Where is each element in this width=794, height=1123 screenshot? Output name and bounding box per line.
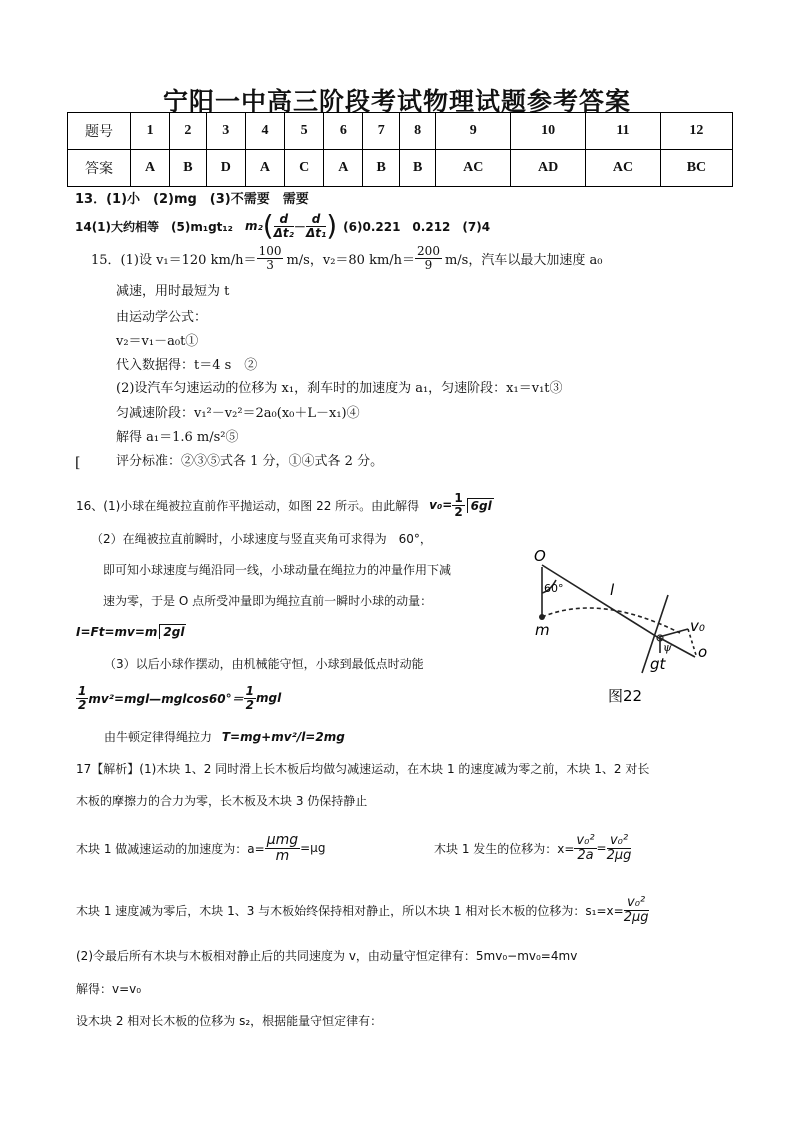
q15-fraction-1 bbox=[257, 245, 284, 271]
q17-accel-fraction bbox=[265, 833, 300, 863]
fraction-denominator: 2 bbox=[454, 504, 463, 519]
fraction-denominator: Δt₂ bbox=[273, 225, 294, 240]
label-O: O bbox=[534, 547, 546, 565]
fraction-numerator: d bbox=[274, 213, 294, 227]
answer-table-answer-row bbox=[68, 150, 733, 187]
fraction-denominator: Δt₁ bbox=[305, 225, 327, 240]
page-title: 宁阳一中高三阶段考试物理试题参考答案 bbox=[162, 87, 631, 116]
q14-fraction-1 bbox=[274, 213, 294, 239]
ball-initial bbox=[539, 614, 545, 620]
q15-line: (2)设汽车匀速运动的位移为 x₁，刹车时的加速度为 a₁，匀速阶段：x₁＝v₁t③ bbox=[116, 381, 563, 396]
fraction-denominator: 2μg bbox=[606, 847, 632, 863]
fraction-denominator: 2a bbox=[577, 847, 594, 863]
table-header-answer: 答案 bbox=[68, 150, 131, 187]
answer-cell: AC bbox=[586, 150, 661, 187]
q16-half-fraction bbox=[76, 685, 88, 711]
fraction-numerator: 200 bbox=[417, 243, 440, 258]
table-header-number: 题号 bbox=[68, 113, 131, 150]
q15-line-1 bbox=[91, 242, 602, 274]
q16-text: 16、(1)小球在绳被拉直前作平抛运动，如图 22 所示。由此解得 bbox=[76, 498, 420, 513]
figure-22 bbox=[520, 545, 720, 705]
q14-suffix: (6)0.221 0.212 (7)4 bbox=[343, 219, 491, 234]
q16-text: mgl bbox=[255, 691, 282, 705]
q14-m2: m₂ bbox=[244, 219, 263, 233]
fraction-numerator: 1 bbox=[245, 683, 254, 698]
q17-disp-fraction-2 bbox=[607, 834, 632, 862]
q16-v0: v₀= bbox=[429, 498, 453, 512]
label-angle: 60° bbox=[544, 582, 564, 595]
question-number: 3 bbox=[206, 113, 245, 150]
q16-tension-equation: T=mg+mv²/l=2mg bbox=[221, 730, 345, 744]
fraction-numerator: μmg bbox=[266, 831, 299, 848]
q14-paren-left: ( bbox=[262, 209, 274, 242]
rope-line bbox=[542, 565, 662, 640]
q15-text: m/s，汽车以最大加速度 a₀ bbox=[444, 252, 603, 268]
q17-line-1: 17【解析】(1)木块 1、2 同时滑上长木板后均做匀减速运动，在木块 1 的速度减为零之前，木块 1、2 对长 bbox=[76, 762, 650, 776]
figure-caption: 图22 bbox=[608, 687, 643, 705]
q16-half-fraction bbox=[244, 685, 256, 711]
label-psi: ψ bbox=[663, 641, 672, 654]
answer-cell: A bbox=[131, 150, 170, 187]
q16-text: I=Ft=mv=m bbox=[76, 624, 158, 639]
fraction-numerator: 1 bbox=[78, 683, 87, 698]
q16-half-fraction bbox=[452, 492, 464, 518]
question-number: 7 bbox=[363, 113, 399, 150]
q17-disp-fraction-1 bbox=[574, 834, 596, 862]
answer-cell: AD bbox=[511, 150, 586, 187]
q14-prefix: 14(1)大约相等 (5)m₁gt₁₂ bbox=[75, 219, 233, 234]
question-number: 10 bbox=[511, 113, 586, 150]
q16-line-2: （2）在绳被拉直前瞬时，小球速度与竖直夹角可求得为 60°， bbox=[91, 532, 432, 546]
q17-text: 木块 1 速度减为零后，木块 1、3 与木板始终保持相对静止，所以木块 1 相对长木板的位移为：s₁=x= bbox=[76, 903, 624, 918]
q15-text: m/s，v₂＝80 km/h＝ bbox=[286, 252, 416, 268]
fraction-denominator: 2 bbox=[245, 697, 254, 712]
question-number: 9 bbox=[436, 113, 511, 150]
q14-minus: － bbox=[293, 219, 306, 234]
q15-line: 评分标准：②③⑤式各 1 分，①④式各 2 分。 bbox=[116, 454, 384, 469]
question-number: 11 bbox=[586, 113, 661, 150]
q15-line: 由运动学公式： bbox=[116, 310, 208, 325]
q17-acceleration bbox=[76, 826, 325, 870]
q17-displacement bbox=[434, 826, 631, 870]
q16-line-1 bbox=[76, 487, 494, 523]
q17-relative-displacement bbox=[76, 888, 649, 932]
label-v0: v₀ bbox=[690, 617, 705, 635]
q17-last-line: 设木块 2 相对长木板的位移为 s₂，根据能量守恒定律有： bbox=[76, 1014, 383, 1028]
answer-cell: B bbox=[399, 150, 435, 187]
label-l: l bbox=[610, 581, 615, 599]
fraction-denominator: 9 bbox=[424, 257, 433, 272]
q16-text: 由牛顿定律得绳拉力 bbox=[104, 730, 213, 744]
q17-rel-fraction bbox=[624, 896, 649, 924]
q16-line-4: 速为零，于是 O 点所受冲量即为绳拉直前一瞬时小球的动量： bbox=[103, 594, 433, 608]
label-o: o bbox=[698, 643, 708, 661]
answer-cell: A bbox=[324, 150, 363, 187]
answer-cell: BC bbox=[660, 150, 732, 187]
question-number: 6 bbox=[324, 113, 363, 150]
q17-text: =μg bbox=[300, 841, 326, 855]
q17-solve: 解得：v=v₀ bbox=[76, 982, 142, 996]
fraction-denominator: 3 bbox=[266, 257, 274, 272]
q15-line: 代入数据得：t＝4 s ② bbox=[116, 358, 258, 373]
question-number: 2 bbox=[170, 113, 206, 150]
q15-line: 减速，用时最短为 t bbox=[116, 284, 230, 299]
q17-text: 木块 1 做减速运动的加速度为：a= bbox=[76, 841, 265, 856]
fraction-numerator: 1 bbox=[454, 490, 463, 505]
q15-line: 匀减速阶段：v₁²－v₂²＝2a₀(x₀＋L－x₁)④ bbox=[116, 406, 360, 421]
q15-line: v₂＝v₁－a₀t① bbox=[116, 334, 199, 349]
q16-line-6: （3）以后小球作摆动，由机械能守恒，小球到最低点时动能 bbox=[104, 657, 424, 671]
q16-text: mv²=mgl—mglcos60°＝ bbox=[88, 691, 244, 706]
q14-paren-right: ) bbox=[326, 209, 338, 242]
answer-table-number-row bbox=[68, 113, 733, 150]
answer-cell: A bbox=[245, 150, 284, 187]
label-gt: gt bbox=[650, 655, 666, 673]
q17-part-2: (2)令最后所有木块与木板相对静止后的共同速度为 v，由动量守恒定律有：5mv₀−mv₀=4mv bbox=[76, 949, 578, 963]
answer-cell: B bbox=[363, 150, 399, 187]
answer-cell: B bbox=[170, 150, 206, 187]
question-number: 1 bbox=[131, 113, 170, 150]
fraction-numerator: v₀² bbox=[624, 896, 649, 911]
q15-text: 15．(1)设 v₁＝120 km/h＝ bbox=[91, 252, 257, 268]
q17-line-2: 木板的摩擦力的合力为零，长木板及木块 3 仍保持静止 bbox=[76, 794, 368, 808]
answer-cell: D bbox=[206, 150, 245, 187]
q15-bracket: [ bbox=[75, 455, 81, 471]
answer-cell: AC bbox=[436, 150, 511, 187]
q16-line-5 bbox=[76, 624, 186, 639]
fraction-numerator: d bbox=[306, 213, 326, 227]
label-m: m bbox=[535, 621, 550, 639]
question-number: 4 bbox=[245, 113, 284, 150]
answer-cell: C bbox=[285, 150, 324, 187]
q14-fraction-2 bbox=[306, 213, 326, 239]
q16-sqrt-6gl: 6gl bbox=[467, 498, 494, 513]
question-number: 5 bbox=[285, 113, 324, 150]
fraction-denominator: m bbox=[275, 847, 290, 864]
q13-answer: 13．(1)小 (2)mg (3)不需要 需要 bbox=[75, 192, 309, 207]
question-number: 8 bbox=[399, 113, 435, 150]
q17-text: 木块 1 发生的位移为：x= bbox=[434, 841, 575, 856]
answer-table bbox=[67, 112, 733, 187]
q14-answer bbox=[75, 206, 490, 246]
fraction-numerator: v₀² bbox=[607, 834, 632, 849]
question-number: 12 bbox=[660, 113, 732, 150]
q16-line-7 bbox=[76, 680, 281, 716]
q15-line: 解得 a₁＝1.6 m/s²⑤ bbox=[116, 430, 239, 445]
fraction-numerator: 100 bbox=[258, 243, 282, 258]
q16-line-8 bbox=[104, 728, 345, 745]
q16-sqrt-2gl: 2gl bbox=[159, 624, 186, 639]
q16-line-3: 即可知小球速度与绳沿同一线，小球动量在绳拉力的冲量作用下减 bbox=[103, 563, 452, 577]
q17-text: = bbox=[596, 841, 607, 855]
fraction-denominator: 2 bbox=[78, 697, 87, 712]
fraction-denominator: 2μg bbox=[623, 909, 649, 925]
q15-fraction-2 bbox=[415, 245, 442, 271]
fraction-numerator: v₀² bbox=[576, 832, 595, 848]
